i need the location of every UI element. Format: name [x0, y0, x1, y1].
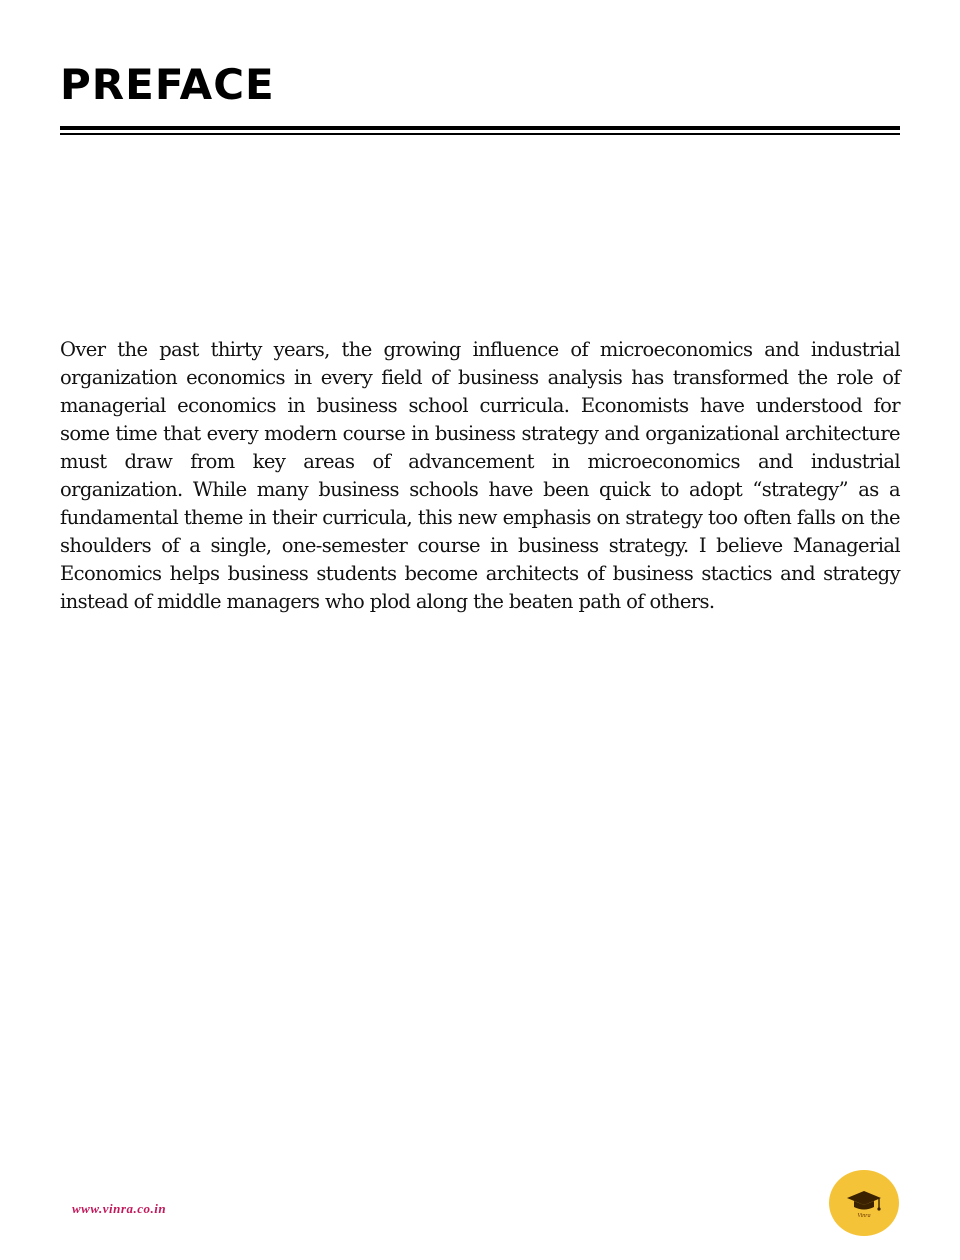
footer-website-link[interactable]: www.vinra.co.in	[72, 1201, 167, 1216]
title-rule-thick	[60, 126, 900, 130]
graduation-cap-icon	[846, 1189, 882, 1215]
page-title: PREFACE	[60, 60, 275, 109]
logo-text: Vinra	[857, 1213, 871, 1219]
preface-paragraph: Over the past thirty years, the growing influence of microeconomics and industrial organization economics in every field of business analysis has transformed the role of managerial economics in business school curricula. Economists have understood for some time that every modern course in business strategy and organizational architecture must draw from key areas of advancement in microeconomics and industrial organization. While many business schools have been quick to adopt “strategy” as a fundamental theme in their curricula, this new emphasis on strategy too often falls on the shoulders of a single, one-semester course in business strategy. I believe Managerial Economics helps business students become architects of business stactics and strategy instead of middle managers who plod along the beaten path of others.	[60, 338, 900, 613]
publisher-logo	[829, 1170, 899, 1236]
title-rule-thin	[60, 133, 900, 135]
